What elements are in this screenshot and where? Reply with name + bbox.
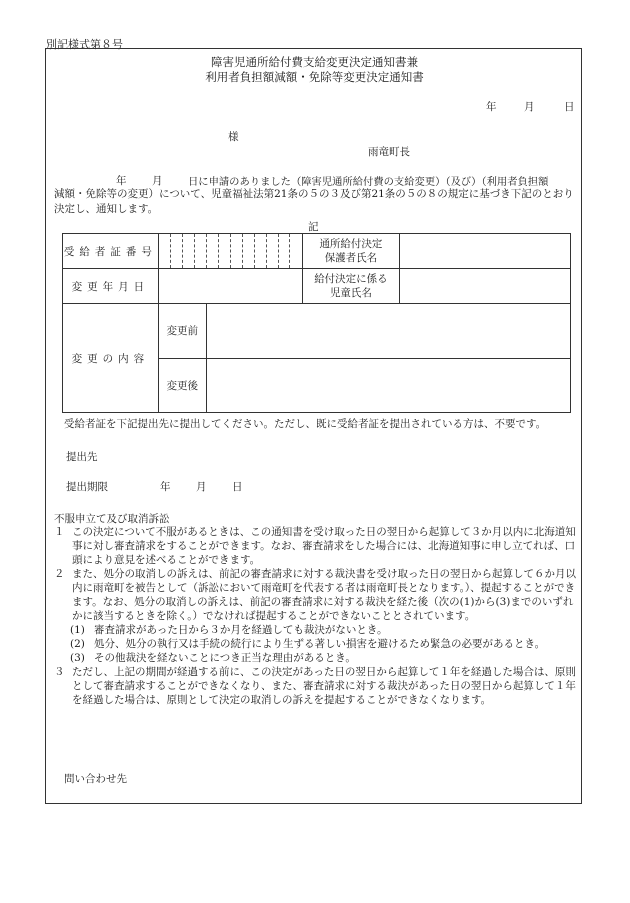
issuer-name: 雨竜町長 (368, 146, 410, 158)
appeal-subitem-3 (54, 651, 576, 665)
issue-date-day: 日 (564, 101, 575, 113)
appeal-subitem-number: (1) (70, 624, 85, 636)
issue-date-month: 月 (524, 101, 535, 113)
appeal-item-2 (54, 567, 576, 623)
appeal-subitem-number: (3) (70, 652, 85, 664)
issue-date-year: 年 (486, 101, 497, 113)
ki-heading: 記 (308, 221, 319, 233)
deadline-label: 提出期限 (66, 481, 108, 493)
change-info-table (62, 233, 571, 413)
guardian-name-label (302, 234, 400, 269)
appeal-subitem-1 (54, 623, 576, 637)
child-name-label (302, 269, 400, 304)
appeal-item-1 (54, 525, 576, 567)
after-label: 変更後 (158, 358, 206, 413)
addressee-suffix: 様 (228, 131, 239, 143)
intro-month: 月 (152, 175, 163, 187)
appeal-subitem-2 (54, 637, 576, 651)
after-field[interactable] (206, 358, 570, 413)
intro-first-line: 日に申請のありました（障害児通所給付費の支給変更）（及び）（利用者負担額 (188, 176, 549, 188)
guardian-label-line2: 保護者氏名 (324, 252, 378, 264)
appeal-item-number: １ (54, 526, 65, 538)
child-label-line2: 児童氏名 (329, 287, 372, 299)
before-field[interactable] (206, 304, 570, 359)
digit-boxes (159, 234, 302, 268)
intro-rest: 減額・免除等の変更）について、児童福祉法第21条の５の３及び第21条の５の８の規定に基づき下記のとおり決定し、通知します。 (54, 188, 574, 215)
appeal-item-text: また、処分の取消しの訴えは、前記の審査請求に対する裁決書を受け取った日の翌日から起算して６か月以内に雨竜町を被告として（訴訟において雨竜町を代表する者は雨竜町長となります。）、提起することができます。なお、処分の取消しの訴えは、前記の審査請求に対する裁決を経た後（次の(1)から(3)までのいずれかに該当するときを除く。）でなければ提起することができないこととされています。 (72, 568, 576, 622)
appeal-item-text: この決定について不服があるときは、この通知書を受け取った日の翌日から起算して３か月以内に北海道知事に対し審査請求をすることができます。なお、審査請求をした場合には、北海道知事に申し立てれば、口頭により意見を述べることができます。 (72, 526, 576, 566)
guardian-label-line1: 通所給付決定 (319, 238, 383, 250)
appeal-subitem-text: その他裁決を経ないことにつき正当な理由があるとき。 (94, 652, 356, 664)
submit-notice: 受給者証を下記提出先に提出してください。ただし、既に受給者証を提出されている方は、不要です。 (64, 418, 547, 430)
guardian-name-field[interactable] (400, 234, 571, 269)
child-label-line1: 給付決定に係る (314, 273, 388, 285)
recipient-number-label: 受給者証番号 (63, 234, 159, 269)
child-name-field[interactable] (400, 269, 571, 304)
contact-label: 問い合わせ先 (64, 773, 127, 785)
appeal-item-3 (54, 665, 576, 707)
appeal-subitem-text: 処分、処分の執行又は手続の続行により生ずる著しい損害を避けるため緊急の必要があるとき。 (94, 638, 546, 650)
deadline-year: 年 (160, 481, 171, 493)
notice-frame (45, 48, 582, 804)
appeal-heading: 不服申立て及び取消訴訟 (54, 513, 170, 525)
submit-to-label: 提出先 (66, 451, 98, 463)
deadline-month: 月 (196, 481, 207, 493)
intro-year: 年 (116, 175, 127, 187)
appeal-item-text: ただし、上記の期間が経過する前に、この決定があった日の翌日から起算して１年を経過した場合は、原則として審査請求することができなくなり、また、審査請求に対する裁決があった日の翌日から起算して１年を経過した場合は、原則として決定の取消しの訴えを提起することができなくなります。 (72, 666, 576, 706)
appeal-item-number: ２ (54, 568, 65, 580)
change-date-field[interactable] (158, 269, 302, 304)
appeal-item-number: ３ (54, 666, 65, 678)
appeal-subitem-text: 審査請求があった日から３か月を経過しても裁決がないとき。 (94, 624, 388, 636)
appeal-list (54, 525, 576, 707)
before-label: 変更前 (158, 304, 206, 359)
change-content-label: 変更の内容 (63, 304, 159, 413)
deadline-day: 日 (232, 481, 243, 493)
document-title-line1: 障害児通所給付費支給変更決定通知書兼 (211, 55, 418, 69)
change-date-label: 変更年月日 (63, 269, 159, 304)
document-title-line2: 利用者負担額減額・免除等変更決定通知書 (205, 70, 424, 84)
recipient-number-boxes[interactable] (158, 234, 302, 269)
form-number-label: 別記様式第８号 (46, 38, 123, 51)
appeal-subitem-number: (2) (70, 638, 85, 650)
